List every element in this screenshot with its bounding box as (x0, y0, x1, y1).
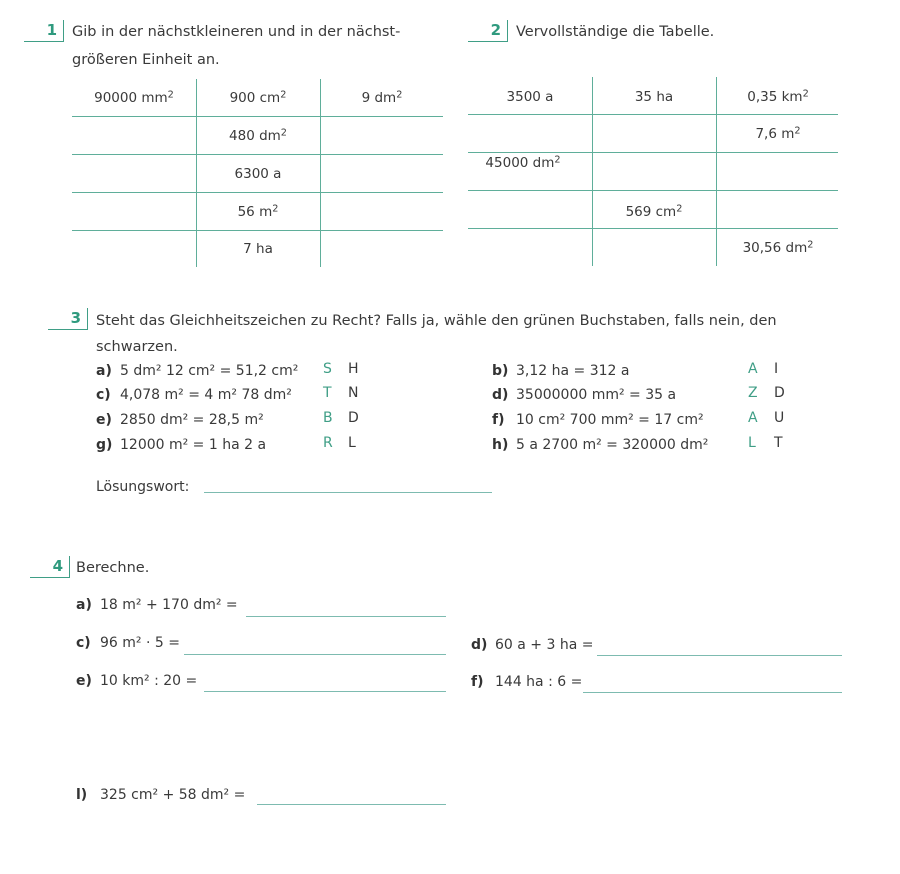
black-letter[interactable]: U (774, 410, 785, 426)
item-expression: 12000 m² = 1 ha 2 a (120, 437, 267, 453)
green-letter[interactable]: A (748, 410, 758, 426)
item-expression: 35000000 mm² = 35 a (516, 387, 677, 403)
green-letter[interactable]: T (323, 385, 332, 401)
task-2-instruction: Vervollständige die Tabelle. (516, 24, 715, 40)
black-letter[interactable]: D (348, 410, 359, 426)
task-4-number: 4 (30, 556, 70, 578)
task-2-number: 2 (468, 20, 508, 42)
black-letter[interactable]: D (774, 385, 785, 401)
item-label: c) (96, 387, 111, 403)
black-letter[interactable]: N (348, 385, 359, 401)
table-2-cell: 569 $cm^2$ (625, 203, 683, 220)
item-label: h) (492, 437, 509, 453)
task-4-instruction: Berechne. (76, 560, 150, 576)
item-expression: 18 m² + 170 dm² = (100, 597, 238, 613)
table-2-cell: 7,6 $m^2$ (755, 125, 801, 142)
green-letter[interactable]: Z (748, 385, 758, 401)
table-2-row-line (468, 152, 838, 153)
black-letter[interactable]: I (774, 361, 779, 377)
table-2-col-line (592, 77, 593, 266)
task-1-instruction-line-2: größeren Einheit an. (72, 52, 220, 68)
item-expression: 325 cm² + 58 dm² = (100, 787, 246, 803)
table-1-row-line (72, 116, 443, 117)
solution-word-answer-line[interactable] (204, 492, 492, 493)
item-label: b) (492, 363, 509, 379)
table-2-cell: 30,56 $dm^2$ (742, 239, 814, 256)
task-1-number: 1 (24, 20, 64, 42)
item-expression: 4,078 m² = 4 m² 78 dm² (120, 387, 292, 403)
answer-line-a[interactable] (246, 616, 446, 617)
black-letter[interactable]: T (774, 435, 783, 451)
task-4-item-c (76, 635, 180, 651)
item-expression: 5 a 2700 m² = 320000 dm² (516, 437, 709, 453)
task-4-item-f (471, 674, 582, 690)
item-label: e) (76, 673, 92, 689)
item-label: l) (76, 787, 88, 803)
item-label: f) (471, 674, 484, 690)
item-expression: 144 ha : 6 = (495, 674, 583, 690)
answer-line-f[interactable] (583, 692, 842, 693)
item-label: c) (76, 635, 91, 651)
table-2-cell: 0,35 $km^2$ (747, 88, 809, 105)
item-expression: 5 dm² 12 cm² = 51,2 cm² (120, 363, 299, 379)
solution-word-label: Lösungswort: (96, 479, 190, 495)
task-4-item-l (76, 787, 245, 803)
black-letter[interactable]: H (348, 361, 359, 377)
table-2-cell: 35 ha (634, 89, 674, 105)
black-letter[interactable]: L (348, 435, 356, 451)
item-expression: 60 a + 3 ha = (495, 637, 594, 653)
item-label: a) (76, 597, 92, 613)
table-2-row-line (468, 114, 838, 115)
item-label: d) (492, 387, 509, 403)
answer-line-c[interactable] (184, 654, 446, 655)
table-1-row-line (72, 192, 443, 193)
table-1-cell: 56 $m^2$ (237, 203, 279, 220)
item-label: e) (96, 412, 112, 428)
task-3-number: 3 (48, 308, 88, 330)
table-2-cell: 45000 $dm^2$ (485, 154, 561, 171)
answer-line-l[interactable] (257, 804, 446, 805)
table-1-cell: 480 $dm^2$ (229, 127, 287, 144)
green-letter[interactable]: R (323, 435, 333, 451)
table-1-cell: 6300 a (234, 166, 282, 182)
task-4-item-d (471, 637, 593, 653)
task-1-instruction-line-1: Gib in der nächstkleineren und in der nächst- (72, 24, 401, 40)
task-3-instruction-line-1: Steht das Gleichheitszeichen zu Recht? Falls ja, wähle den grünen Buchstaben, falls nein, den (96, 313, 777, 329)
green-letter[interactable]: A (748, 361, 758, 377)
item-label: g) (96, 437, 113, 453)
table-1-cell: 7 ha (243, 241, 273, 257)
green-letter[interactable]: B (323, 410, 333, 426)
table-2-row-line (468, 228, 838, 229)
item-expression: 10 cm² 700 mm² = 17 cm² (516, 412, 704, 428)
table-1-cell: 9 $dm^2$ (361, 89, 403, 106)
answer-line-d[interactable] (597, 655, 842, 656)
table-1-row-line (72, 154, 443, 155)
table-1-cell: 900 $cm^2$ (229, 89, 287, 106)
item-label: a) (96, 363, 112, 379)
table-2-col-line (716, 77, 717, 266)
table-2-cell: 3500 a (506, 89, 554, 105)
item-label: d) (471, 637, 488, 653)
green-letter[interactable]: L (748, 435, 756, 451)
item-expression: 96 m² · 5 = (100, 635, 180, 651)
item-expression: 3,12 ha = 312 a (516, 363, 630, 379)
table-1-col-line (320, 79, 321, 267)
item-expression: 2850 dm² = 28,5 m² (120, 412, 264, 428)
task-4-item-a (76, 597, 238, 613)
table-1-cell: 90000 $mm^2$ (94, 89, 174, 106)
table-2-row-line (468, 190, 838, 191)
item-expression: 10 km² : 20 = (100, 673, 198, 689)
item-label: f) (492, 412, 505, 428)
task-3-instruction-line-2: schwarzen. (96, 339, 178, 355)
task-4-item-e (76, 673, 197, 689)
table-1-row-line (72, 230, 443, 231)
green-letter[interactable]: S (323, 361, 332, 377)
answer-line-e[interactable] (204, 691, 446, 692)
